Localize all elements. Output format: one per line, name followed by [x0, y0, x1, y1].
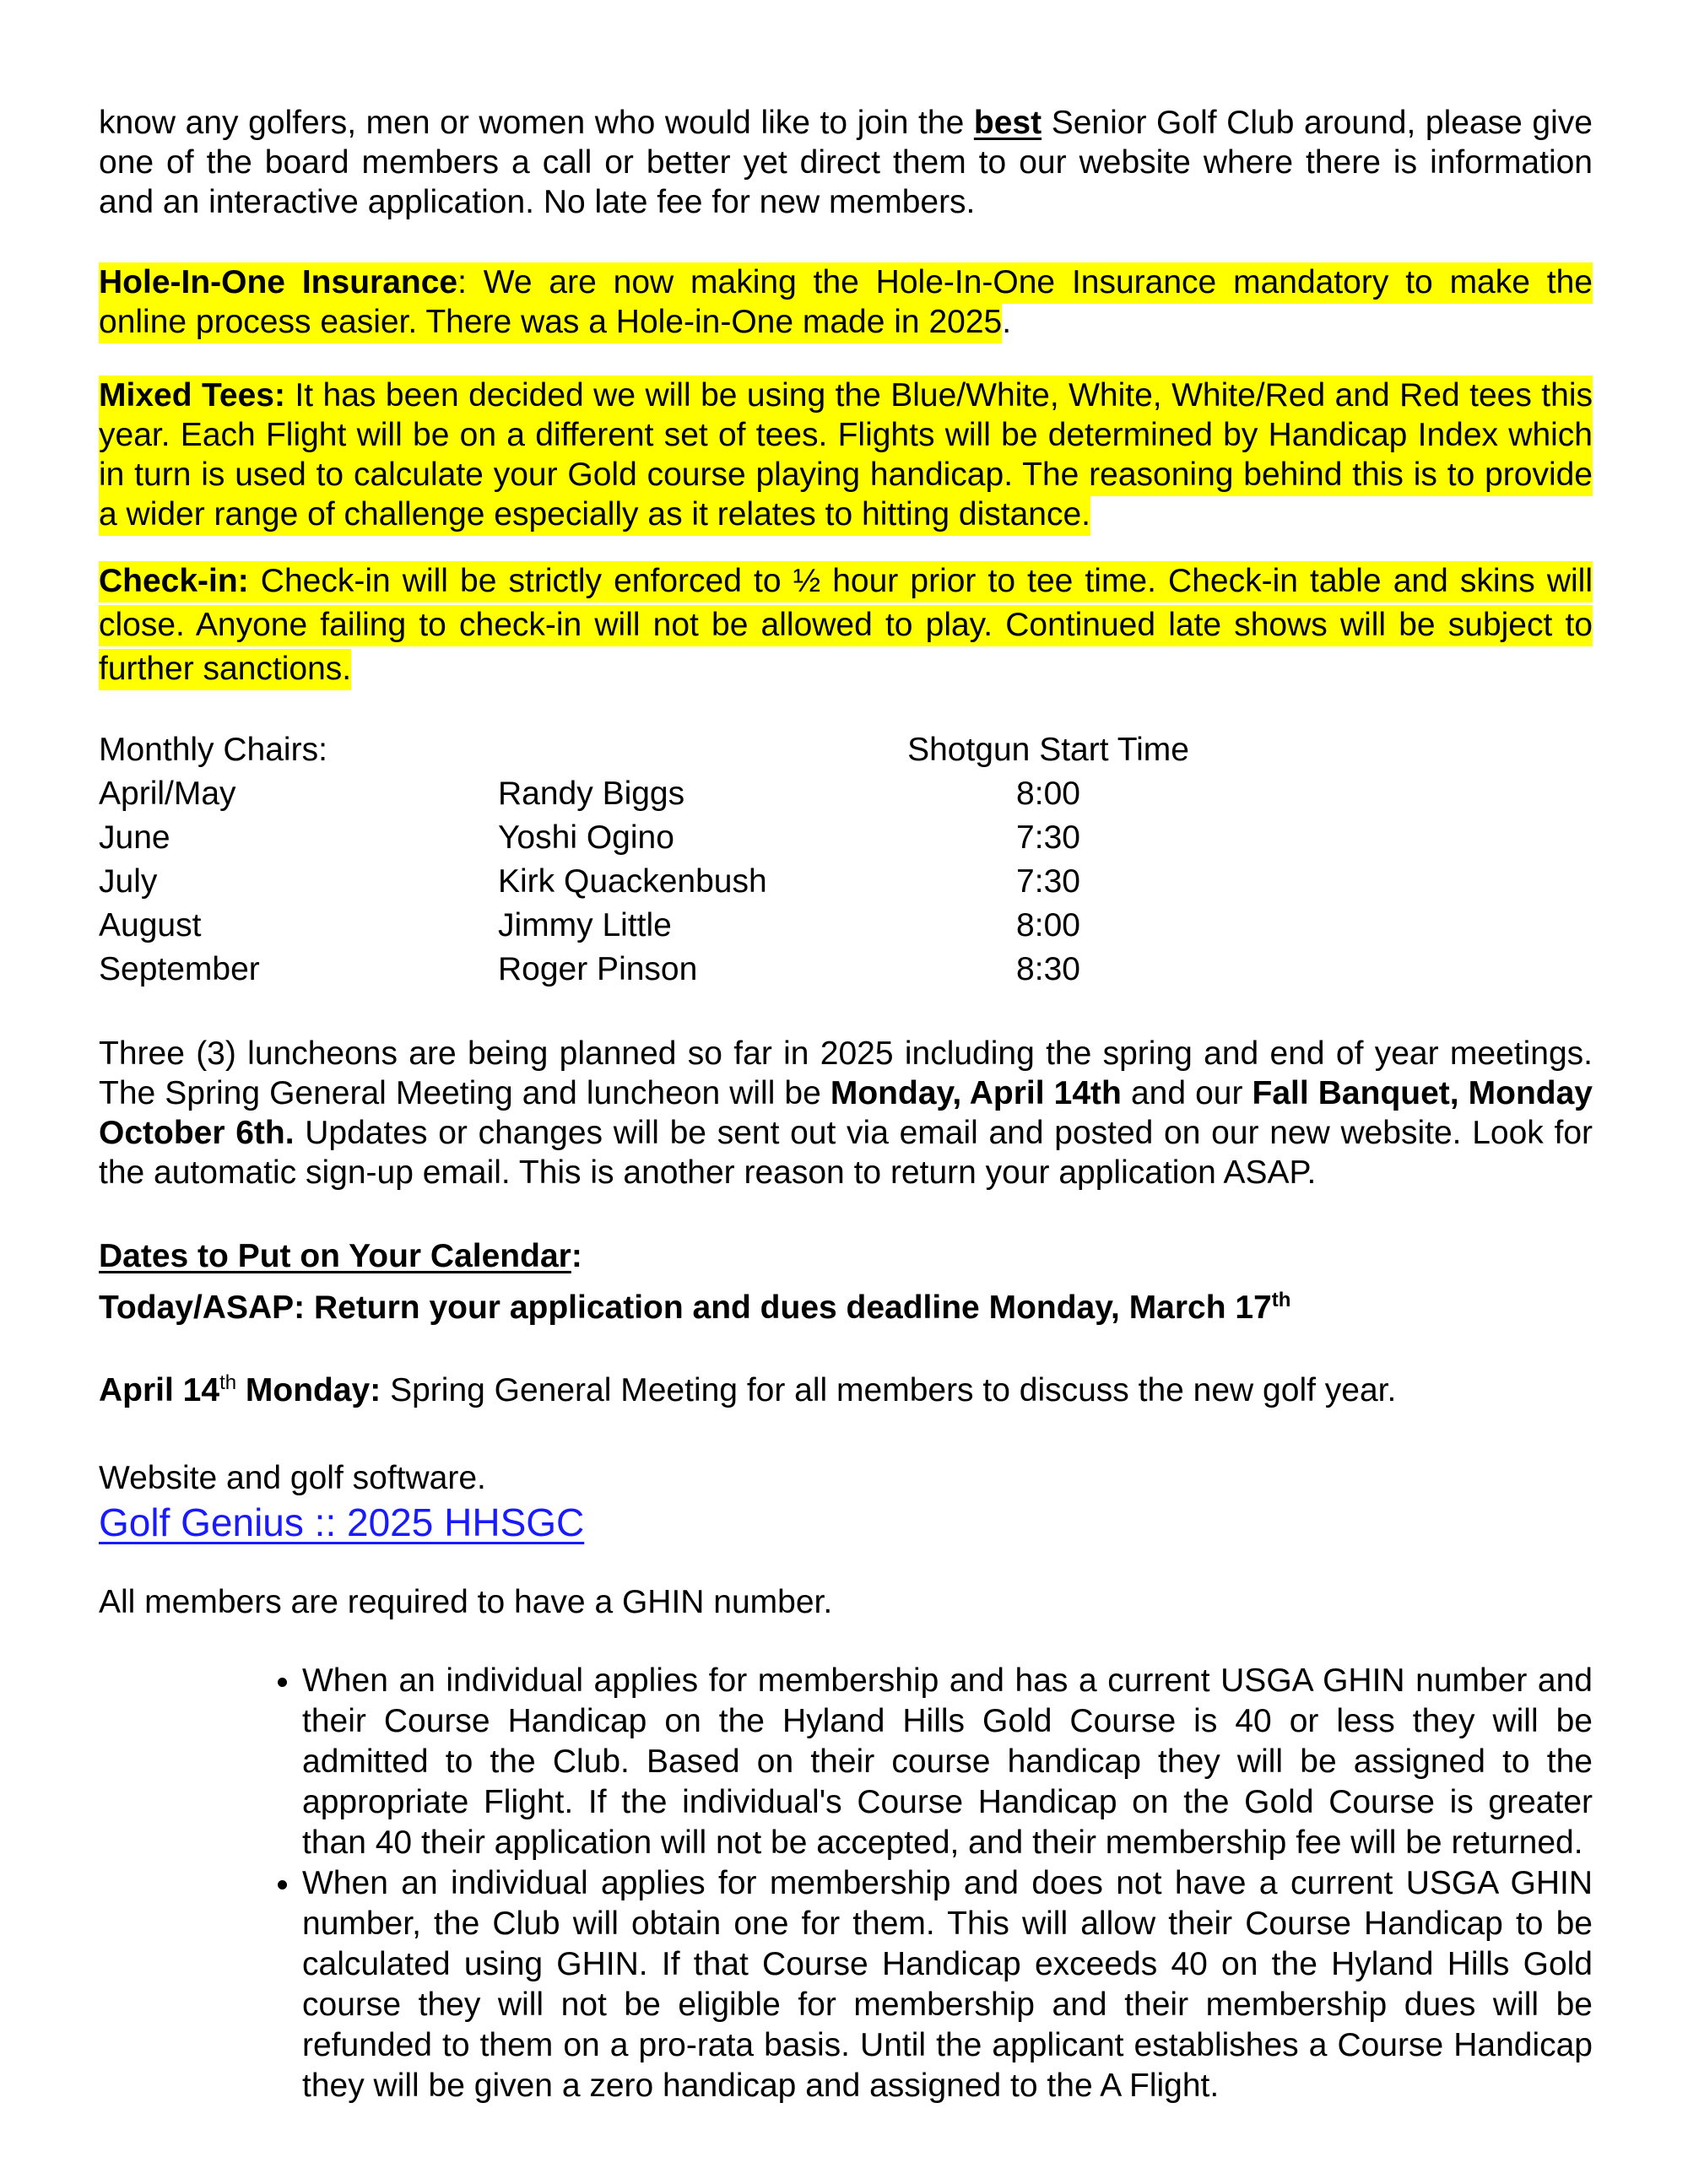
- golf-genius-link[interactable]: Golf Genius :: 2025 HHSGC: [99, 1500, 585, 1544]
- table-row: [99, 816, 1593, 860]
- ghin-requirement-line: All members are required to have a GHIN number.: [99, 1584, 833, 1620]
- intro-text-start: know any golfers, men or women who would like to join the: [99, 105, 974, 141]
- list-item: • When an individual applies for membership and has a current USGA GHIN number and their Course Handicap on the Hyland Hills Gold Course is 40 or less they will be admitted to the Club. Based on their course handicap they will be assigned to the appropriate Flight. If the individual's Course Handicap on the Gold Course is greater than 40 their application will not be accepted, and their membership fee will be returned.: [302, 1661, 1593, 1863]
- month-cell: June: [99, 819, 170, 856]
- time-cell: 8:00: [1016, 907, 1080, 943]
- today-asap-text: Today/ASAP: Return your application and dues deadline Monday, March 17: [99, 1289, 1272, 1326]
- table-row: [99, 948, 1593, 992]
- best-emphasis: best: [973, 105, 1042, 141]
- spring-meeting-date: Monday, April 14th: [830, 1075, 1122, 1111]
- hole-in-one-label: Hole-In-One Insurance: [99, 264, 458, 300]
- time-cell: 8:30: [1016, 951, 1080, 987]
- chair-cell: Jimmy Little: [498, 907, 672, 943]
- highlight: [99, 262, 1593, 343]
- time-cell: 8:00: [1016, 776, 1080, 812]
- april-14-monday-label: Monday:: [236, 1372, 381, 1408]
- time-cell: 7:30: [1016, 863, 1080, 900]
- today-ordinal-suffix: th: [1271, 1289, 1291, 1311]
- hole-in-one-paragraph: [99, 262, 1593, 342]
- april-ordinal-suffix: th: [219, 1371, 237, 1394]
- month-cell: July: [99, 863, 158, 900]
- table-row: [99, 772, 1593, 816]
- hole-in-one-text: : We are now making the Hole-In-One Insurance mandatory to make the online process easier. There was a Hole-in-One made in 2025: [99, 264, 1593, 340]
- month-cell: September: [99, 951, 260, 987]
- table-row: [99, 904, 1593, 948]
- today-asap-line: [99, 1288, 1593, 1332]
- website-link-line: [99, 1498, 1593, 1547]
- check-in-label: Check-in:: [99, 563, 249, 599]
- chair-cell: Randy Biggs: [498, 776, 685, 812]
- list-item: • When an individual applies for membership and does not have a current USGA GHIN number, the Club will obtain one for them. This will allow their Course Handicap to be calculated using GHIN. If that Course Handicap exceeds 40 on the Hyland Hills Gold course they will not be eligible for membership and their membership dues will be refunded to them on a pro-rata basis. Until the applicant establishes a Course Handicap they will be given a zero handicap and assigned to the A Flight.: [302, 1863, 1593, 2106]
- fall-banquet-date: Fall Banquet, Monday October 6th.: [99, 1075, 1593, 1151]
- website-caption: Website and golf software.: [99, 1460, 486, 1496]
- april-14-text: Spring General Meeting for all members to discuss the new golf year.: [381, 1372, 1397, 1408]
- dates-heading-text: Dates to Put on Your Calendar: [99, 1238, 571, 1274]
- april-14-line: [99, 1370, 1593, 1414]
- monthly-chairs-table: [99, 728, 1593, 992]
- luncheons-text-1: Three (3) luncheons are being planned so far in 2025 including the spring and end of year meetings. The Spring General Meeting and luncheon will be: [99, 1035, 1593, 1111]
- check-in-text: Check-in will be strictly enforced to ½ hour prior to tee time. Check-in table and skins will close. Anyone failing to check-in will not be allowed to play. Continued late shows will be subject to further sanctions.: [99, 563, 1593, 687]
- shotgun-start-time-header: Shotgun Start Time: [907, 732, 1189, 768]
- mixed-tees-paragraph: [99, 376, 1593, 534]
- table-row: [99, 860, 1593, 904]
- check-in-paragraph: [99, 560, 1593, 691]
- time-cell: 7:30: [1016, 819, 1080, 856]
- dates-heading: [99, 1236, 1593, 1276]
- mixed-tees-label: Mixed Tees:: [99, 377, 285, 414]
- chair-header-spacer: [498, 728, 896, 772]
- chair-cell: Roger Pinson: [498, 951, 698, 987]
- month-cell: April/May: [99, 776, 236, 812]
- highlight: [99, 376, 1593, 536]
- luncheons-text-3: Updates or changes will be sent out via email and posted on our new website. Look for the automatic sign-up email. This is another reason to return your application ASAP.: [99, 1115, 1593, 1191]
- ghin-bullet-list: [257, 1661, 1593, 2106]
- month-cell: August: [99, 907, 202, 943]
- table-header-row: [99, 728, 1593, 772]
- dates-heading-colon: :: [571, 1238, 582, 1274]
- luncheons-paragraph: [99, 1034, 1593, 1192]
- april-14-date: April 14: [99, 1372, 220, 1408]
- intro-text-end: Senior Golf Club around, please give one of the board members a call or better yet direct them to our website where there is information and an interactive application. No late fee for new members.: [99, 105, 1593, 220]
- monthly-chairs-header: Monthly Chairs:: [99, 732, 327, 768]
- chair-cell: Kirk Quackenbush: [498, 863, 767, 900]
- chair-cell: Yoshi Ogino: [498, 819, 674, 856]
- luncheons-text-2: and our: [1121, 1075, 1252, 1111]
- hole-in-one-period: .: [1002, 304, 1012, 340]
- highlight: [99, 561, 1593, 690]
- mixed-tees-text: It has been decided we will be using the Blue/White, White, White/Red and Red tees this year. Each Flight will be on a different set of tees. Flights will be determined by Handicap Index which in turn is used to calculate your Gold course playing handicap. The reasoning behind this is to provide a wider range of challenge especially as it relates to hitting distance.: [99, 377, 1593, 532]
- intro-paragraph: [99, 103, 1593, 222]
